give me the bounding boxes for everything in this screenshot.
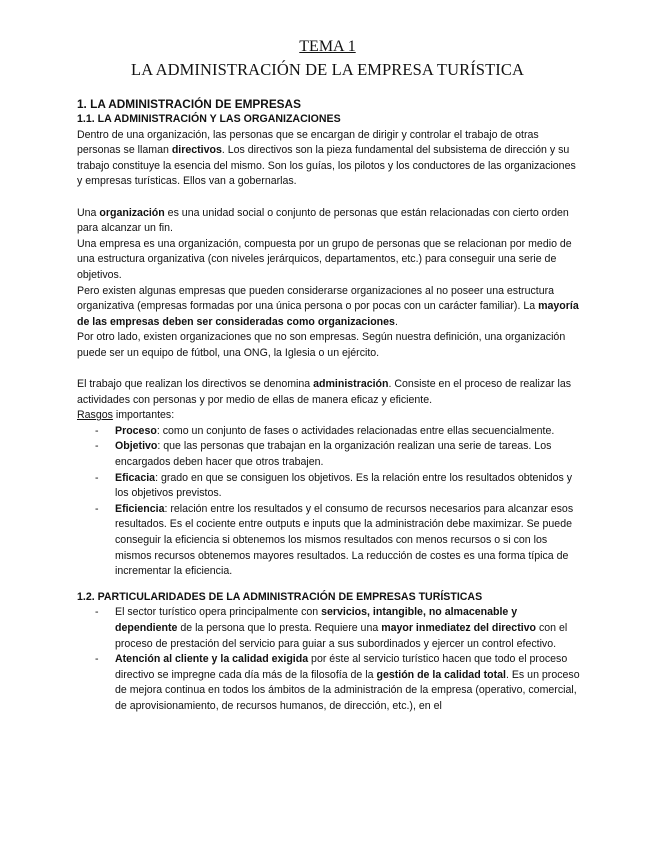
paragraph-empresa: Una empresa es una organización, compuesta por un grupo de personas que se relacionan por medio de una estructura organizativa (con niveles jerárquicos, departamentos, etc.) para conseguir una serie de objetivos.: [77, 237, 572, 281]
list-item: - Proceso: como un conjunto de fases o actividades relacionadas entre ellas secuencialmente.: [115, 424, 581, 440]
section-heading-1: 1. LA ADMINISTRACIÓN DE EMPRESAS: [77, 97, 301, 111]
rasgos-label: Rasgos importantes:: [77, 409, 175, 422]
document-body: [77, 96, 581, 715]
subsection-heading-1-2: 1.2. PARTICULARIDADES DE LA ADMINISTRACIÓN DE EMPRESAS TURÍSTICAS: [77, 590, 483, 603]
paragraph-empresas-organizaciones: Pero existen algunas empresas que pueden considerarse organizaciones al no poseer una estructura organizativa (empresas formadas por una única persona o por pocas con un carácter familiar). La mayoría de las empresas deben ser consideradas como organizaciones.: [77, 284, 579, 328]
list-item: - Eficacia: grado en que se consiguen los objetivos. Es la relación entre los resultados obtenidos y los objetivos previstos.: [115, 471, 581, 502]
subsection-heading-1-1: 1.1. LA ADMINISTRACIÓN Y LAS ORGANIZACIONES: [77, 113, 341, 125]
page-title: LA ADMINISTRACIÓN DE LA EMPRESA TURÍSTICA: [131, 60, 524, 79]
rasgos-list: [77, 424, 581, 580]
list-item: - Eficiencia: relación entre los resultados y el consumo de recursos necesarios para alcanzar esos resultados. Es el cociente entre outputs e inputs que la administración debe maximizar. Se puede conseguir la eficiencia si obtenemos los mismos resultados con menos recursos o si con los mismos recursos obtenemos mayores resultados. La reducción de costes es una forma típica de incrementar la eficiencia.: [115, 502, 581, 580]
list-item: - El sector turístico opera principalmente con servicios, intangible, no almacenable y dependiente de la persona que lo presta. Requiere una mayor inmediatez del directivo con el proceso de prestación del servicio para guiar a sus subordinados y ejercer un control efectivo.: [115, 605, 581, 652]
tema-label: TEMA 1: [299, 38, 356, 55]
paragraph-directivos: Dentro de una organización, las personas que se encargan de dirigir y controlar el trabajo de otras personas se llaman directivos. Los directivos son la pieza fundamental del subsistema de dirección y su trabajo constituye la esencia del mismo. Son los guías, los pilotos y los conductores de las organizaciones y empresas turísticas. Ellos van a gobernarlas.: [77, 128, 576, 188]
paragraph-organizaciones-no-empresas: Por otro lado, existen organizaciones que no son empresas. Según nuestra definición, una organización puede ser un equipo de fútbol, una ONG, la Iglesia o un ejército.: [77, 331, 566, 359]
paragraph-organizacion: Una organización es una unidad social o conjunto de personas que están relacionadas con cierto orden para alcanzar un fin.: [77, 206, 569, 235]
list-item: - Atención al cliente y la calidad exigida por éste al servicio turístico hacen que todo el proceso directivo se impregne cada día más de la filosofía de la gestión de la calidad total. Es un proceso de mejora continua en todos los ámbitos de la administración de la empresa (operativo, comercial, de aprovisionamiento, de recursos humanos, de dirección, etc.), en el: [115, 652, 581, 714]
list-item: - Objetivo: que las personas que trabajan en la organización realizan una serie de tareas. Los encargados deben hacer que otros trabajen.: [115, 439, 581, 470]
particularidades-list: [77, 605, 581, 714]
paragraph-administracion: El trabajo que realizan los directivos se denomina administración. Consiste en el proceso de realizar las actividades con personas y por medio de ellas de manera eficaz y eficiente.: [77, 378, 572, 406]
